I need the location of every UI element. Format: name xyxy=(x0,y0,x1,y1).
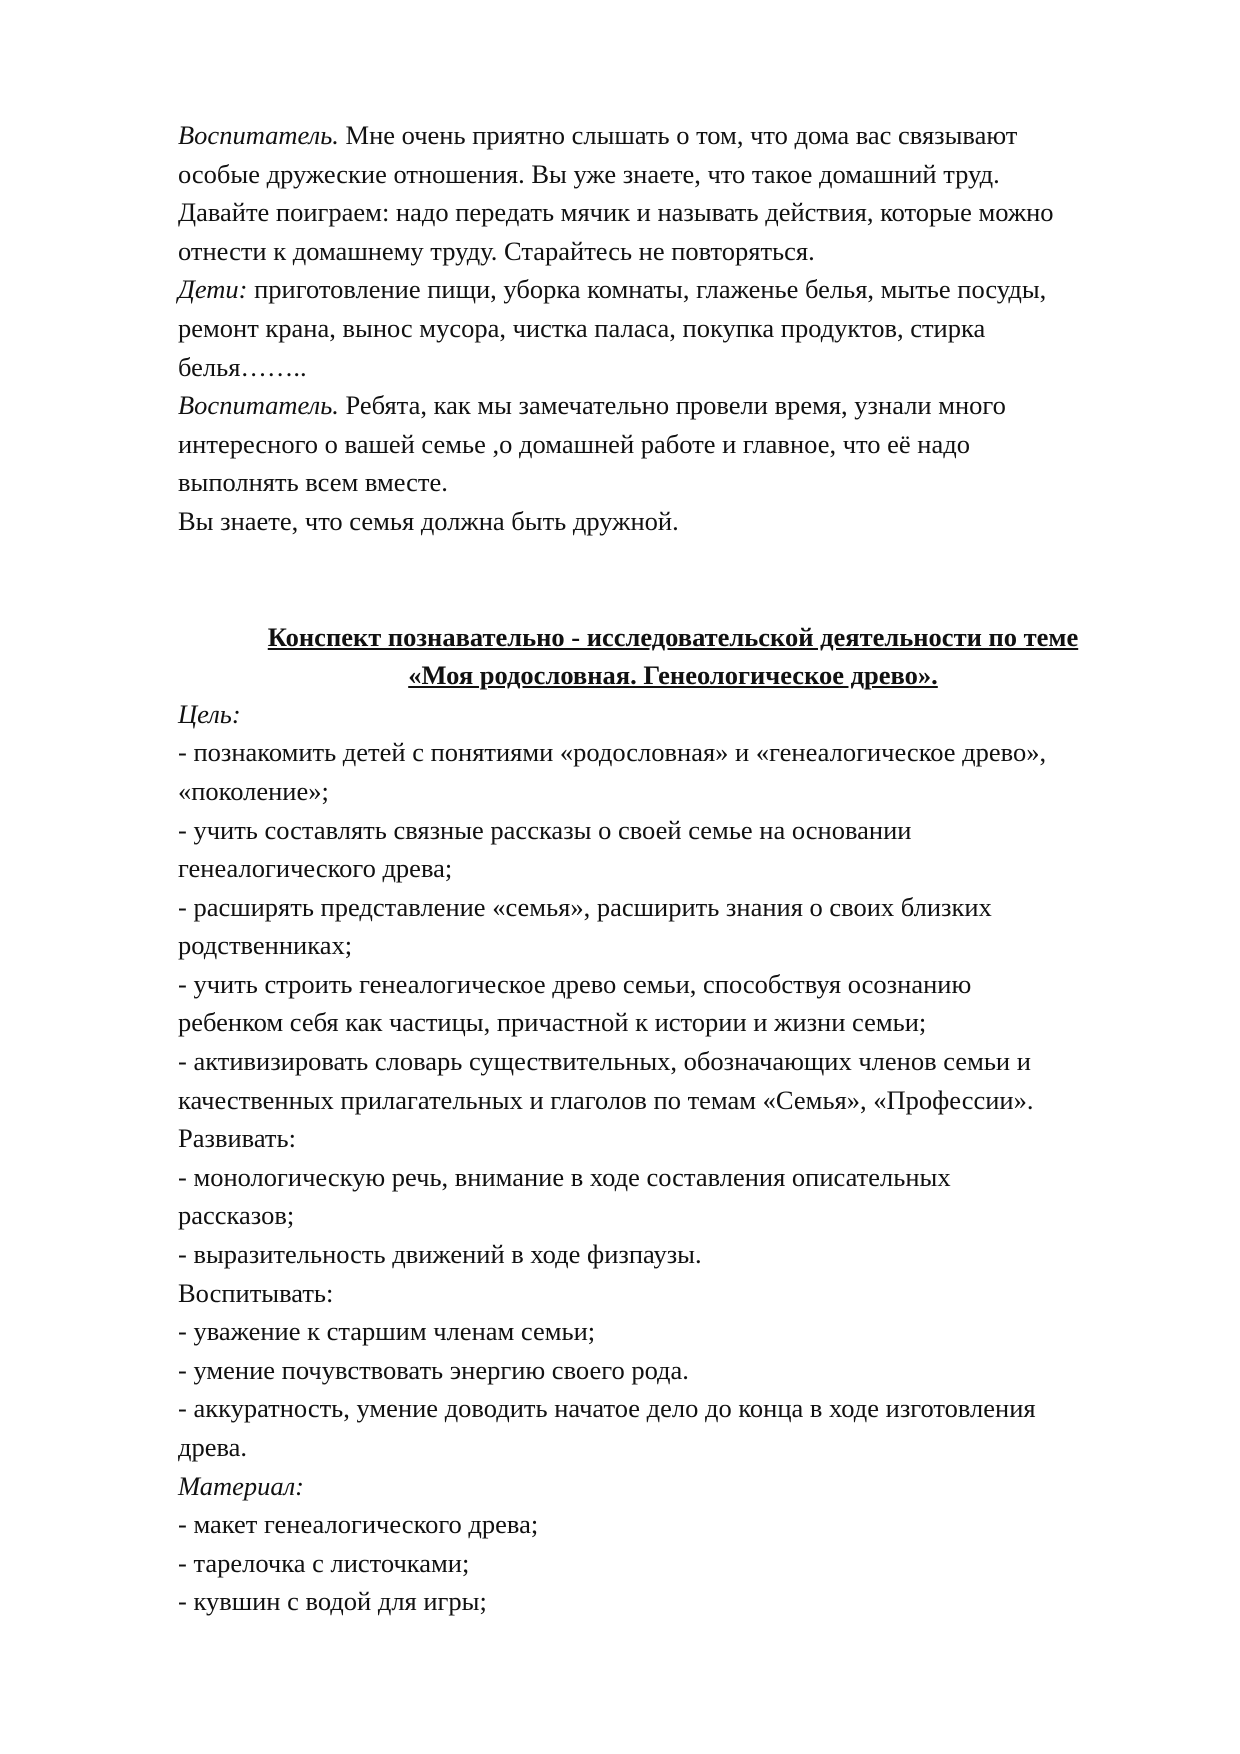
dialogue-line: ремонт крана, вынос мусора, чистка паласа, покупка продуктов, стирка xyxy=(178,312,986,343)
educate-item: - уважение к старшим членам семьи; xyxy=(178,1316,596,1347)
material-label: Материал: xyxy=(178,1470,304,1501)
develop-item: - выразительность движений в ходе физпаузы. xyxy=(178,1239,702,1270)
goal-item: - учить составлять связные рассказы о своей семье на основании xyxy=(178,814,912,845)
dialogue-line: Давайте поиграем: надо передать мячик и называть действия, которые можно xyxy=(178,197,1054,228)
educate-item: - умение почувствовать энергию своего рода. xyxy=(178,1354,689,1385)
material-item: - кувшин с водой для игры; xyxy=(178,1586,487,1617)
dialogue-line: выполнять всем вместе. xyxy=(178,467,448,498)
educate-item: древа. xyxy=(178,1432,248,1462)
goal-item: - активизировать словарь существительных, обозначающих членов семьи и xyxy=(178,1046,1031,1077)
goal-item: - познакомить детей с понятиями «родословная» и «генеалогическое древо», xyxy=(178,737,1047,768)
dialogue-line: особые дружеские отношения. Вы уже знаете, что такое домашний труд. xyxy=(178,158,1000,189)
dialogue-line xyxy=(178,386,1168,425)
document-page xyxy=(178,116,1168,1621)
dialogue-line: отнести к домашнему труду. Старайтесь не повторяться. xyxy=(178,235,815,266)
goal-item: качественных прилагательных и глаголов по темам «Семья», «Профессии». xyxy=(178,1084,1034,1115)
material-item: - макет генеалогического древа; xyxy=(178,1509,539,1540)
dialogue-line: интересного о вашей семье ,о домашней работе и главное, что её надо xyxy=(178,428,970,459)
speaker-label: Воспитатель. xyxy=(178,120,339,150)
goal-item: - учить строить генеалогическое древо семьи, способствуя осознанию xyxy=(178,968,972,999)
dialogue-text: Ребята, как мы замечательно провели время, узнали много xyxy=(338,390,1006,421)
section-gap xyxy=(178,541,1168,618)
develop-label: Развивать: xyxy=(178,1123,296,1154)
dialogue-line xyxy=(178,270,1168,309)
goal-label: Цель: xyxy=(178,698,241,729)
dialogue-text: приготовление пищи, уборка комнаты, глаженье белья, мытье посуды, xyxy=(247,274,1047,305)
goal-item: родственниках; xyxy=(178,930,353,961)
develop-item: - монологическую речь, внимание в ходе составления описательных xyxy=(178,1161,951,1192)
material-item: - тарелочка с листочками; xyxy=(178,1547,470,1578)
section-title-line-2: «Моя родословная. Генеологическое древо». xyxy=(408,660,938,691)
educate-label: Воспитывать: xyxy=(178,1277,334,1308)
section-title-line-1: Конспект познавательно - исследовательской деятельности по теме xyxy=(267,621,1079,652)
dialogue-line: белья…….. xyxy=(178,351,307,382)
goal-item: «поколение»; xyxy=(178,775,329,806)
speaker-label: Дети: xyxy=(178,274,248,305)
goal-item: - расширять представление «семья», расширить знания о своих близких xyxy=(178,891,992,922)
dialogue-text: Мне очень приятно слышать о том, что дома вас связывают xyxy=(338,120,1018,150)
dialogue-line xyxy=(178,116,1168,155)
closing-line: Вы знаете, что семья должна быть дружной. xyxy=(178,505,679,536)
educate-item: - аккуратность, умение доводить начатое дело до конца в ходе изготовления xyxy=(178,1393,1036,1424)
develop-item: рассказов; xyxy=(178,1200,295,1231)
speaker-label: Воспитатель. xyxy=(178,390,339,421)
goal-item: генеалогического древа; xyxy=(178,853,453,884)
goal-item: ребенком себя как частицы, причастной к истории и жизни семьи; xyxy=(178,1007,927,1038)
